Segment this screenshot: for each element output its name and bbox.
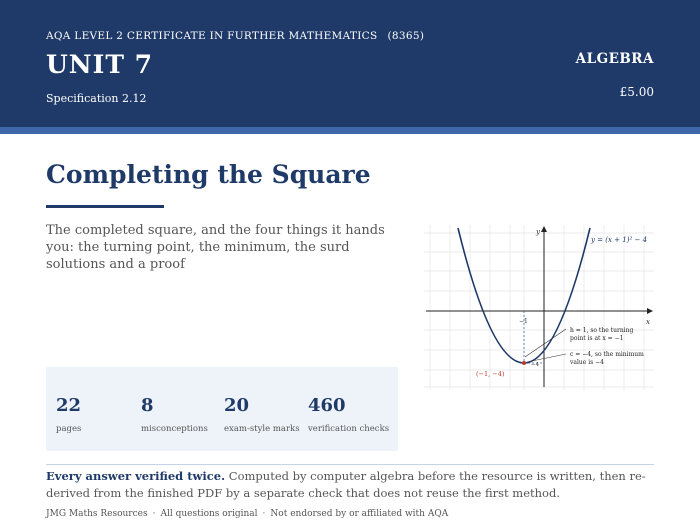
specification-ref: Specification 2.12 (46, 92, 147, 105)
page-title: Completing the Square (46, 160, 371, 189)
note-line: c = −4, so the minimum (570, 351, 644, 358)
stats-panel (46, 367, 398, 451)
page-subtitle: The completed square, and the four things it hands you: the turning point, the minimum, the surd solutions and a proof (46, 223, 385, 272)
footer-separator: · (152, 509, 156, 519)
footer-publisher: JMG Maths Resources (46, 509, 148, 519)
stat-checks (308, 395, 389, 434)
stat-value: 8 (141, 395, 154, 416)
footer (46, 509, 448, 519)
price-label: £5.00 (619, 85, 654, 99)
unit-title: UNIT 7 (46, 50, 154, 79)
verification-heading: Every answer verified twice. (46, 469, 226, 483)
stat-marks (224, 395, 300, 434)
x-tick-label: −1 (519, 318, 528, 325)
minimum-value-label: −4 (531, 362, 540, 368)
stat-misconceptions (141, 395, 208, 434)
stat-value: 20 (224, 395, 250, 416)
footer-separator: · (262, 509, 266, 519)
stat-value: 460 (308, 395, 346, 416)
stat-label: misconceptions (141, 424, 208, 434)
footer-disclaimer: Not endorsed by or affiliated with AQA (270, 509, 449, 519)
note-line: point is at x = −1 (570, 335, 624, 342)
stat-label: pages (56, 424, 82, 434)
y-axis-label: y (536, 228, 540, 236)
stat-value: 22 (56, 395, 82, 416)
certificate-line (46, 30, 424, 42)
turning-point-label: (−1, −4) (476, 370, 505, 378)
turning-point-marker (522, 361, 526, 365)
header-banner (0, 0, 700, 127)
accent-stripe (0, 127, 700, 134)
parabola-graph (424, 225, 654, 390)
section-divider (46, 464, 654, 465)
footer-original: All questions original (160, 509, 258, 519)
verification-statement (46, 468, 656, 502)
x-axis-label: x (646, 318, 650, 326)
certificate-code: (8365) (387, 30, 425, 42)
title-underline (46, 205, 164, 208)
topic-label: ALGEBRA (575, 51, 654, 67)
stat-label: verification checks (308, 424, 390, 434)
verification-text: Computed by computer algebra before the resource is written, then re-derived from the finished PDF by a separate check that does not reuse the first method. (46, 469, 646, 500)
stat-pages (56, 395, 81, 434)
note-line: value is −4 (570, 359, 604, 366)
certificate-title: AQA LEVEL 2 CERTIFICATE IN FURTHER MATHEMATICS (46, 30, 378, 42)
note-line: h = 1, so the turning (570, 327, 634, 334)
equation-label: y = (x + 1)² − 4 (591, 236, 648, 244)
minimum-note (527, 351, 644, 366)
stat-label: exam-style marks (224, 424, 300, 434)
